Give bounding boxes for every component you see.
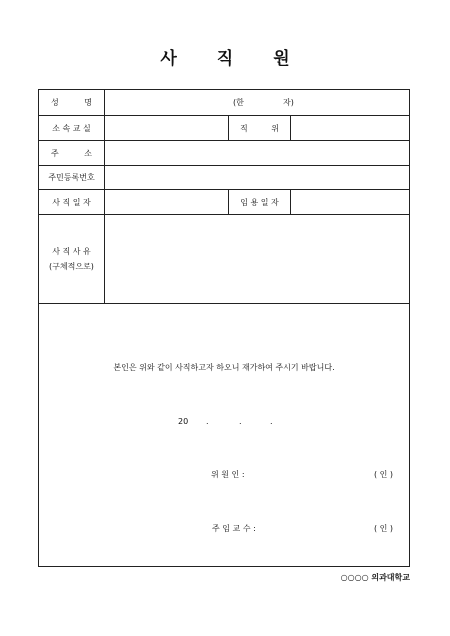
position-label [229,116,291,140]
hanja-close: 자) [283,98,294,107]
date-dot: . [239,417,242,426]
resident-number-row [39,166,409,190]
date-year-prefix: 20 [178,417,189,426]
hanja-open: (한 [233,98,244,107]
address-row [39,141,409,166]
applicant-seal: ( 인 ) [374,470,394,479]
date-dot: . [270,417,273,426]
reason-label [39,215,105,303]
title-char: 원 [273,49,290,69]
reason-label-line: 사 직 사 유 [52,247,91,256]
title-char: 사 [160,49,177,69]
resign-date-label: 사 직 일 자 [39,190,105,214]
name-label [39,90,105,115]
date-dot: . [206,417,209,426]
reason-label-line: (구체적으로) [49,262,94,271]
professor-seal: ( 인 ) [374,524,394,533]
resident-number-label: 주민등록번호 [39,166,105,189]
department-row [39,116,409,141]
position-label-char: 직 [240,123,248,133]
dates-row [39,190,409,215]
appoint-date-field[interactable] [291,190,409,214]
department-field[interactable] [105,116,229,140]
resignation-form [38,89,410,567]
resign-date-field[interactable] [105,190,229,214]
declaration-text: 본인은 위와 같이 사직하고자 하오니 재가하여 주시기 바랍니다. [113,363,335,372]
name-field[interactable] [105,90,409,115]
address-field[interactable] [105,141,409,165]
professor-label: 주 임 교 수 : [212,524,256,533]
name-row [39,90,409,116]
name-label-char: 명 [84,98,92,107]
address-label-char: 소 [84,148,92,158]
resident-number-field[interactable] [105,166,409,189]
address-label-char: 주 [51,148,59,158]
position-label-char: 위 [271,123,279,133]
department-label: 소 속 교 실 [39,116,105,140]
address-label [39,141,105,165]
position-field[interactable] [291,116,409,140]
appoint-date-label: 임 용 일 자 [229,190,291,214]
applicant-label: 위 원 인 : [211,470,245,479]
name-label-char: 성 [51,98,59,107]
reason-row [39,215,409,304]
reason-field[interactable] [105,215,409,303]
title-char: 직 [216,49,234,69]
document-title [0,44,450,69]
institution-name: ○○○○ 의과대학교 [340,573,410,582]
